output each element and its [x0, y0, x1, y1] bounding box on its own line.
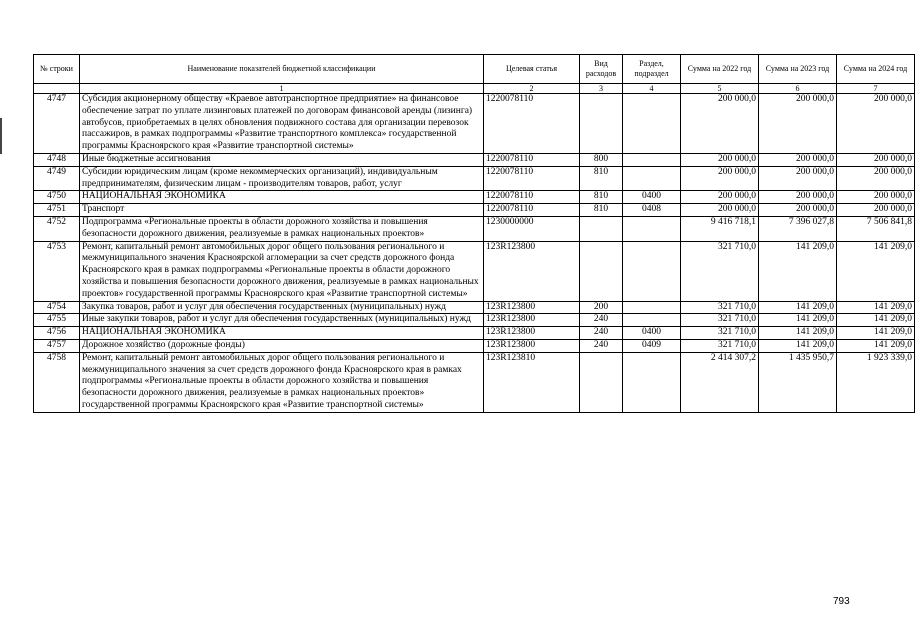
row-number-cell: 4749 — [34, 166, 80, 191]
column-number: 4 — [623, 84, 681, 94]
section-cell: 0408 — [623, 204, 681, 217]
expense-type-cell: 200 — [580, 301, 623, 314]
indicator-name-cell: Ремонт, капитальный ремонт автомобильных дорог общего пользования регионального и межмуниципального значения за счет средств дорожного фонда Красноярского края в рамках подпрограммы «Региональные проекты в области дорожного хозяйства и повышения безопасности дорожного движения, реализуемые в рамках национальных проектов» государственной программы Красноярского края «Развитие транспортной системы» — [80, 352, 484, 412]
sum-2022-cell: 321 710,0 — [681, 339, 759, 352]
table-row — [34, 94, 915, 154]
section-cell — [623, 314, 681, 327]
row-number-cell: 4753 — [34, 241, 80, 301]
expense-type-cell: 810 — [580, 191, 623, 204]
header-sum-2024: Сумма на 2024 год — [837, 55, 915, 84]
header-row — [34, 55, 915, 84]
section-cell — [623, 153, 681, 166]
table-row — [34, 216, 915, 241]
sum-2022-cell: 200 000,0 — [681, 153, 759, 166]
target-article-cell: 123R123800 — [484, 301, 580, 314]
section-cell — [623, 216, 681, 241]
row-number-cell: 4751 — [34, 204, 80, 217]
row-number-cell: 4757 — [34, 339, 80, 352]
header-name: Наименование показателей бюджетной классификации — [80, 55, 484, 84]
expense-type-cell — [580, 241, 623, 301]
sum-2023-cell: 200 000,0 — [759, 191, 837, 204]
sum-2023-cell: 141 209,0 — [759, 339, 837, 352]
target-article-cell: 123R123800 — [484, 339, 580, 352]
sum-2024-cell: 141 209,0 — [837, 241, 915, 301]
target-article-cell: 1220078110 — [484, 153, 580, 166]
sum-2024-cell: 141 209,0 — [837, 314, 915, 327]
sum-2022-cell: 9 416 718,1 — [681, 216, 759, 241]
indicator-name-cell: Ремонт, капитальный ремонт автомобильных дорог общего пользования регионального и межмуниципального значения Красноярской агломерации за счет средств дорожного фонда Красноярского края в рамках подпрограммы «Региональные проекты в области дорожного хозяйства и повышения безопасности дорожного движения, реализуемые в рамках национальных проектов» государственной программы Красноярского края «Развитие транспортной системы» — [80, 241, 484, 301]
sum-2024-cell: 200 000,0 — [837, 94, 915, 154]
sum-2024-cell: 1 923 339,0 — [837, 352, 915, 412]
indicator-name-cell: НАЦИОНАЛЬНАЯ ЭКОНОМИКА — [80, 327, 484, 340]
sum-2023-cell: 7 396 027,8 — [759, 216, 837, 241]
target-article-cell: 123R123810 — [484, 352, 580, 412]
row-number-cell: 4754 — [34, 301, 80, 314]
table-row — [34, 301, 915, 314]
expense-type-cell — [580, 352, 623, 412]
indicator-name-cell: Субсидии юридическим лицам (кроме некоммерческих организаций), индивидуальным предпринимателям, физическим лицам - производителям товаров, работ, услуг — [80, 166, 484, 191]
indicator-name-cell: Иные закупки товаров, работ и услуг для обеспечения государственных (муниципальных) нужд — [80, 314, 484, 327]
row-number-cell: 4756 — [34, 327, 80, 340]
column-number-row — [34, 84, 915, 94]
section-cell: 0409 — [623, 339, 681, 352]
sum-2024-cell: 200 000,0 — [837, 204, 915, 217]
sum-2024-cell: 200 000,0 — [837, 191, 915, 204]
sum-2023-cell: 141 209,0 — [759, 241, 837, 301]
sum-2024-cell: 200 000,0 — [837, 166, 915, 191]
expense-type-cell: 810 — [580, 166, 623, 191]
column-number — [34, 84, 80, 94]
row-number-cell: 4755 — [34, 314, 80, 327]
sum-2024-cell: 200 000,0 — [837, 153, 915, 166]
table-row — [34, 352, 915, 412]
column-number: 5 — [681, 84, 759, 94]
row-number-cell: 4747 — [34, 94, 80, 154]
page-number: 793 — [833, 596, 850, 607]
sum-2022-cell: 321 710,0 — [681, 241, 759, 301]
expense-type-cell: 800 — [580, 153, 623, 166]
section-cell: 0400 — [623, 327, 681, 340]
table-row — [34, 153, 915, 166]
section-cell: 0400 — [623, 191, 681, 204]
sum-2024-cell: 141 209,0 — [837, 339, 915, 352]
expense-type-cell: 240 — [580, 314, 623, 327]
table-row — [34, 241, 915, 301]
table-row — [34, 166, 915, 191]
header-sum-2023: Сумма на 2023 год — [759, 55, 837, 84]
table-row — [34, 314, 915, 327]
target-article-cell: 1230000000 — [484, 216, 580, 241]
section-cell — [623, 241, 681, 301]
section-cell — [623, 94, 681, 154]
sum-2023-cell: 1 435 950,7 — [759, 352, 837, 412]
row-number-cell: 4758 — [34, 352, 80, 412]
sum-2022-cell: 2 414 307,2 — [681, 352, 759, 412]
sum-2024-cell: 7 506 841,8 — [837, 216, 915, 241]
sum-2023-cell: 141 209,0 — [759, 301, 837, 314]
row-number-cell: 4752 — [34, 216, 80, 241]
column-number: 2 — [484, 84, 580, 94]
table-row — [34, 191, 915, 204]
target-article-cell: 1220078110 — [484, 204, 580, 217]
sum-2022-cell: 200 000,0 — [681, 204, 759, 217]
sum-2024-cell: 141 209,0 — [837, 301, 915, 314]
indicator-name-cell: Субсидия акционерному обществу «Краевое автотранспортное предприятие» на финансовое обеспечение затрат по уплате лизинговых платежей по договорам финансовой аренды (лизинга) автобусов, приобретаемых в целях обновления подвижного состава для организации перевозок пассажиров, в рамках подпрограммы «Развитие транспортного комплекса» государственной программы Красноярского края «Развитие транспортной системы» — [80, 94, 484, 154]
sum-2023-cell: 141 209,0 — [759, 327, 837, 340]
header-target: Целевая статья — [484, 55, 580, 84]
table-row — [34, 339, 915, 352]
target-article-cell: 1220078110 — [484, 94, 580, 154]
column-number: 6 — [759, 84, 837, 94]
header-row-no: № строки — [34, 55, 80, 84]
sum-2024-cell: 141 209,0 — [837, 327, 915, 340]
row-number-cell: 4748 — [34, 153, 80, 166]
expense-type-cell: 240 — [580, 327, 623, 340]
column-number: 7 — [837, 84, 915, 94]
indicator-name-cell: Иные бюджетные ассигнования — [80, 153, 484, 166]
sum-2022-cell: 321 710,0 — [681, 327, 759, 340]
expense-type-cell — [580, 216, 623, 241]
row-number-cell: 4750 — [34, 191, 80, 204]
section-cell — [623, 352, 681, 412]
budget-table — [33, 54, 915, 413]
sum-2022-cell: 200 000,0 — [681, 94, 759, 154]
sum-2022-cell: 200 000,0 — [681, 166, 759, 191]
header-section: Раздел, подраздел — [623, 55, 681, 84]
indicator-name-cell: Закупка товаров, работ и услуг для обеспечения государственных (муниципальных) нужд — [80, 301, 484, 314]
target-article-cell: 123R123800 — [484, 241, 580, 301]
target-article-cell: 1220078110 — [484, 191, 580, 204]
column-number: 3 — [580, 84, 623, 94]
section-cell — [623, 166, 681, 191]
sum-2022-cell: 200 000,0 — [681, 191, 759, 204]
sum-2022-cell: 321 710,0 — [681, 301, 759, 314]
header-expense-type: Вид расходов — [580, 55, 623, 84]
indicator-name-cell: НАЦИОНАЛЬНАЯ ЭКОНОМИКА — [80, 191, 484, 204]
indicator-name-cell: Дорожное хозяйство (дорожные фонды) — [80, 339, 484, 352]
sum-2023-cell: 141 209,0 — [759, 314, 837, 327]
expense-type-cell — [580, 94, 623, 154]
sum-2023-cell: 200 000,0 — [759, 166, 837, 191]
expense-type-cell: 240 — [580, 339, 623, 352]
column-number: 1 — [80, 84, 484, 94]
section-cell — [623, 301, 681, 314]
indicator-name-cell: Подпрограмма «Региональные проекты в области дорожного хозяйства и повышения безопасности дорожного движения, реализуемые в рамках национальных проектов» — [80, 216, 484, 241]
target-article-cell: 123R123800 — [484, 327, 580, 340]
sum-2022-cell: 321 710,0 — [681, 314, 759, 327]
target-article-cell: 123R123800 — [484, 314, 580, 327]
table-row — [34, 204, 915, 217]
expense-type-cell: 810 — [580, 204, 623, 217]
scan-margin-mark — [0, 118, 2, 154]
sum-2023-cell: 200 000,0 — [759, 94, 837, 154]
sum-2023-cell: 200 000,0 — [759, 153, 837, 166]
target-article-cell: 1220078110 — [484, 166, 580, 191]
sum-2023-cell: 200 000,0 — [759, 204, 837, 217]
header-sum-2022: Сумма на 2022 год — [681, 55, 759, 84]
indicator-name-cell: Транспорт — [80, 204, 484, 217]
table-row — [34, 327, 915, 340]
